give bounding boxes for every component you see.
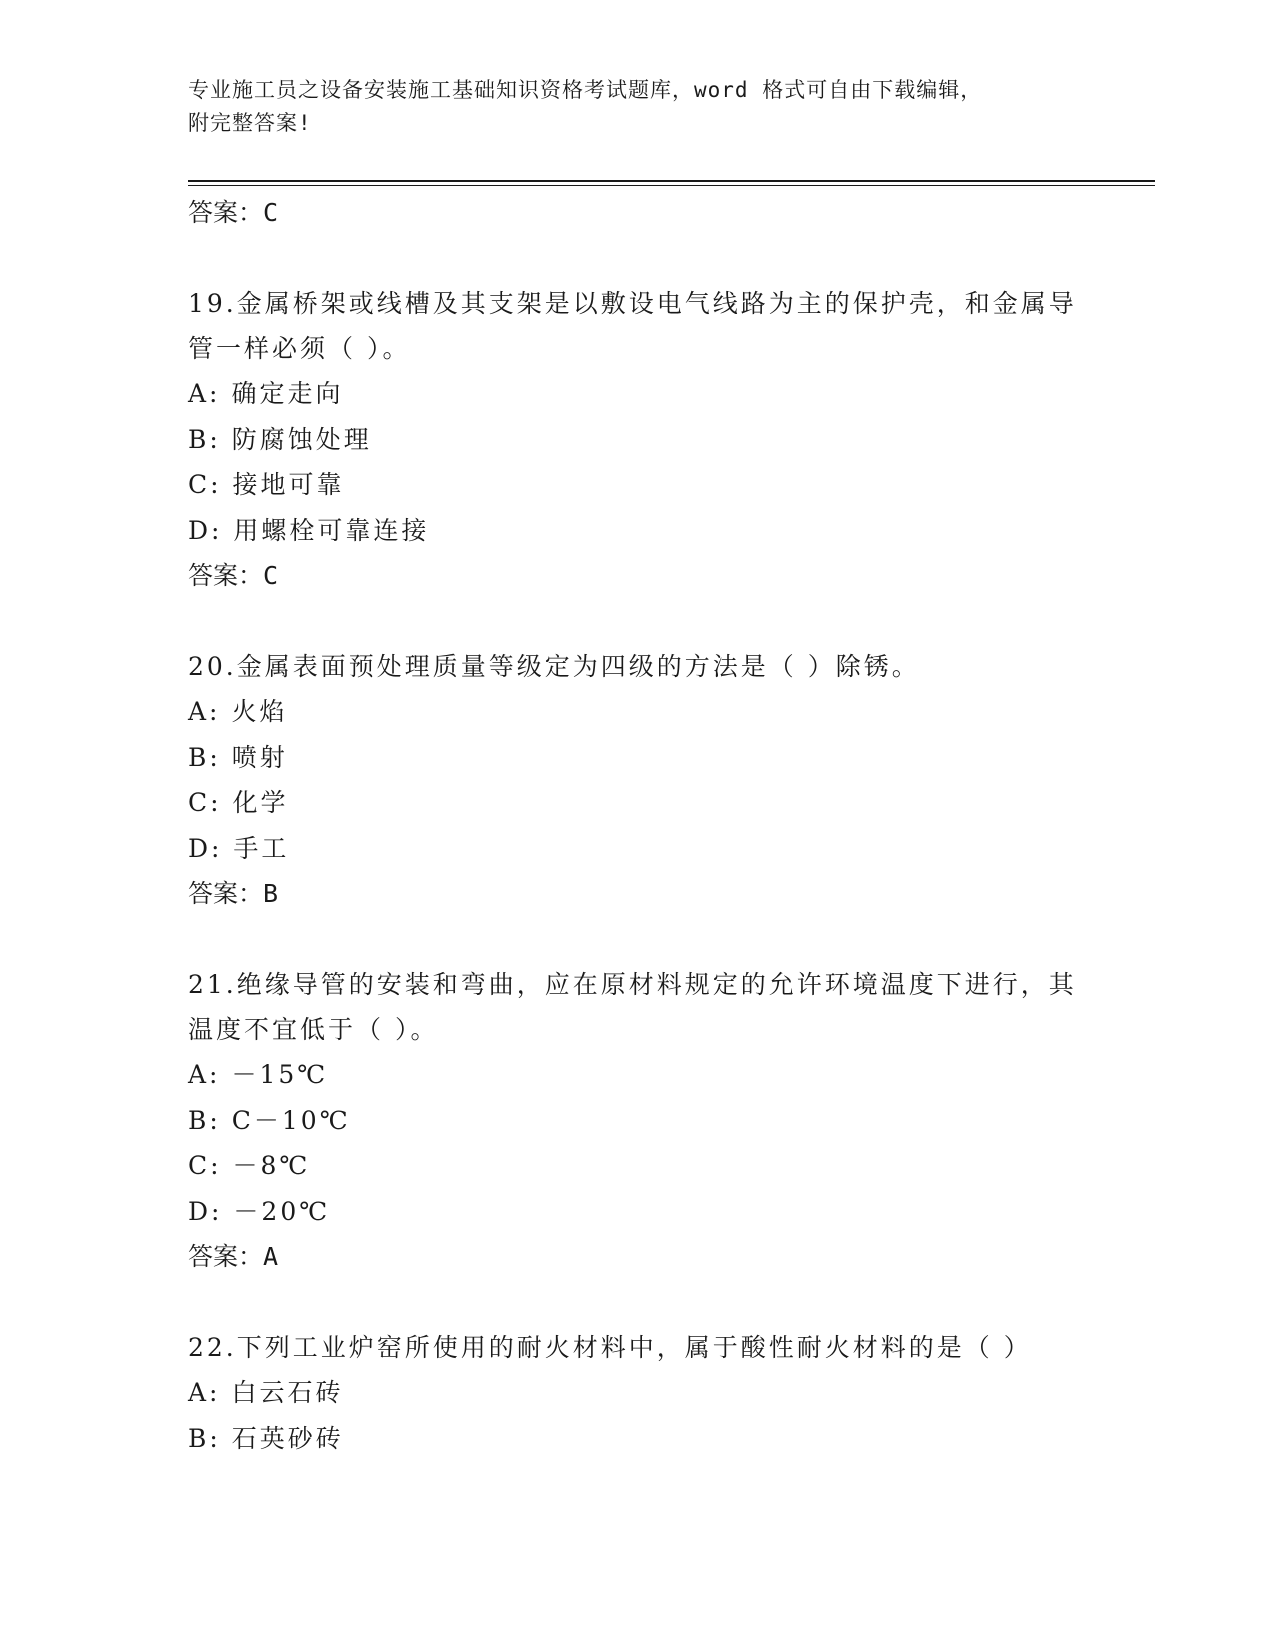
header-line-2: 附完整答案! (188, 111, 312, 135)
option-b (188, 1098, 1088, 1144)
option-text: 白云石砖 (231, 1378, 344, 1407)
option-label: B: (188, 424, 221, 454)
option-b (188, 735, 1088, 781)
option-text: 化学 (232, 788, 289, 817)
document-header (188, 74, 1088, 140)
option-text: 手工 (233, 833, 290, 863)
option-a (188, 1052, 1088, 1098)
option-text: 确定走向 (231, 379, 344, 408)
question-number: 19. (188, 289, 237, 318)
option-d (188, 826, 1088, 872)
option-label: D: (188, 515, 223, 545)
question-list (188, 190, 1088, 1461)
question-block (188, 962, 1088, 1280)
option-label: A: (188, 697, 221, 726)
question-stem: 绝缘导管的安装和弯曲，应在原材料规定的允许环境温度下进行，其温度不宜低于（ ）。 (188, 970, 1077, 1044)
option-a (188, 689, 1088, 735)
header-divider-thick (188, 180, 1155, 182)
spacer (188, 1280, 1088, 1325)
option-c (188, 462, 1088, 508)
answer-label: 答案： (188, 198, 264, 227)
answer-value: C (263, 198, 279, 227)
option-text: 用螺栓可靠连接 (233, 515, 430, 545)
answer-value: B (263, 879, 279, 908)
answer-line (188, 871, 1088, 917)
option-b (188, 1416, 1088, 1462)
answer-label: 答案： (188, 1242, 264, 1271)
header-divider-thin (188, 185, 1155, 186)
question-number: 22. (188, 1333, 237, 1362)
option-label: B: (188, 1105, 221, 1135)
spacer (188, 599, 1088, 644)
question-block (188, 1325, 1088, 1461)
question-number: 20. (188, 652, 237, 681)
question-text (188, 962, 1088, 1052)
option-label: A: (188, 379, 221, 408)
question-block (188, 644, 1088, 917)
option-label: C: (188, 470, 222, 499)
spacer (188, 236, 1088, 281)
question-stem: 金属表面预处理质量等级定为四级的方法是（ ）除锈。 (236, 652, 920, 681)
option-text: 防腐蚀处理 (231, 424, 372, 454)
option-text: 火焰 (231, 697, 288, 726)
option-label: D: (188, 833, 223, 863)
question-stem: 金属桥架或线槽及其支架是以敷设电气线路为主的保护壳，和金属导管一样必须（ ）。 (188, 289, 1077, 363)
option-text: 喷射 (231, 742, 288, 772)
option-label: B: (188, 1423, 221, 1453)
answer-label: 答案： (188, 561, 264, 590)
answer-value: A (263, 1242, 279, 1271)
question-number: 21. (188, 970, 237, 999)
question-text (188, 281, 1088, 371)
question-text (188, 644, 1088, 689)
option-label: C: (188, 1151, 222, 1180)
option-text: －8℃ (232, 1151, 311, 1180)
option-label: D: (188, 1196, 223, 1226)
spacer (188, 917, 1088, 962)
option-label: C: (188, 788, 222, 817)
option-c (188, 780, 1088, 826)
question-block (188, 281, 1088, 599)
option-d (188, 508, 1088, 554)
option-label: A: (188, 1060, 221, 1089)
question-stem: 下列工业炉窑所使用的耐火材料中，属于酸性耐火材料的是（ ） (236, 1333, 1032, 1362)
option-d (188, 1189, 1088, 1235)
option-a (188, 1370, 1088, 1416)
question-text (188, 1325, 1088, 1370)
option-text: 接地可靠 (232, 470, 345, 499)
answer-line (188, 190, 1088, 236)
option-label: B: (188, 742, 221, 772)
answer-label: 答案： (188, 879, 264, 908)
answer-line (188, 553, 1088, 599)
option-text: 石英砂砖 (231, 1423, 344, 1453)
option-label: A: (188, 1378, 221, 1407)
option-text: －20℃ (233, 1196, 331, 1226)
option-text: C－10℃ (231, 1105, 351, 1135)
answer-line (188, 1234, 1088, 1280)
header-line-1: 专业施工员之设备安装施工基础知识资格考试题库，word 格式可自由下载编辑， (188, 78, 983, 102)
option-c (188, 1143, 1088, 1189)
option-b (188, 417, 1088, 463)
answer-value: C (263, 561, 279, 590)
option-a (188, 371, 1088, 417)
option-text: －15℃ (231, 1060, 329, 1089)
